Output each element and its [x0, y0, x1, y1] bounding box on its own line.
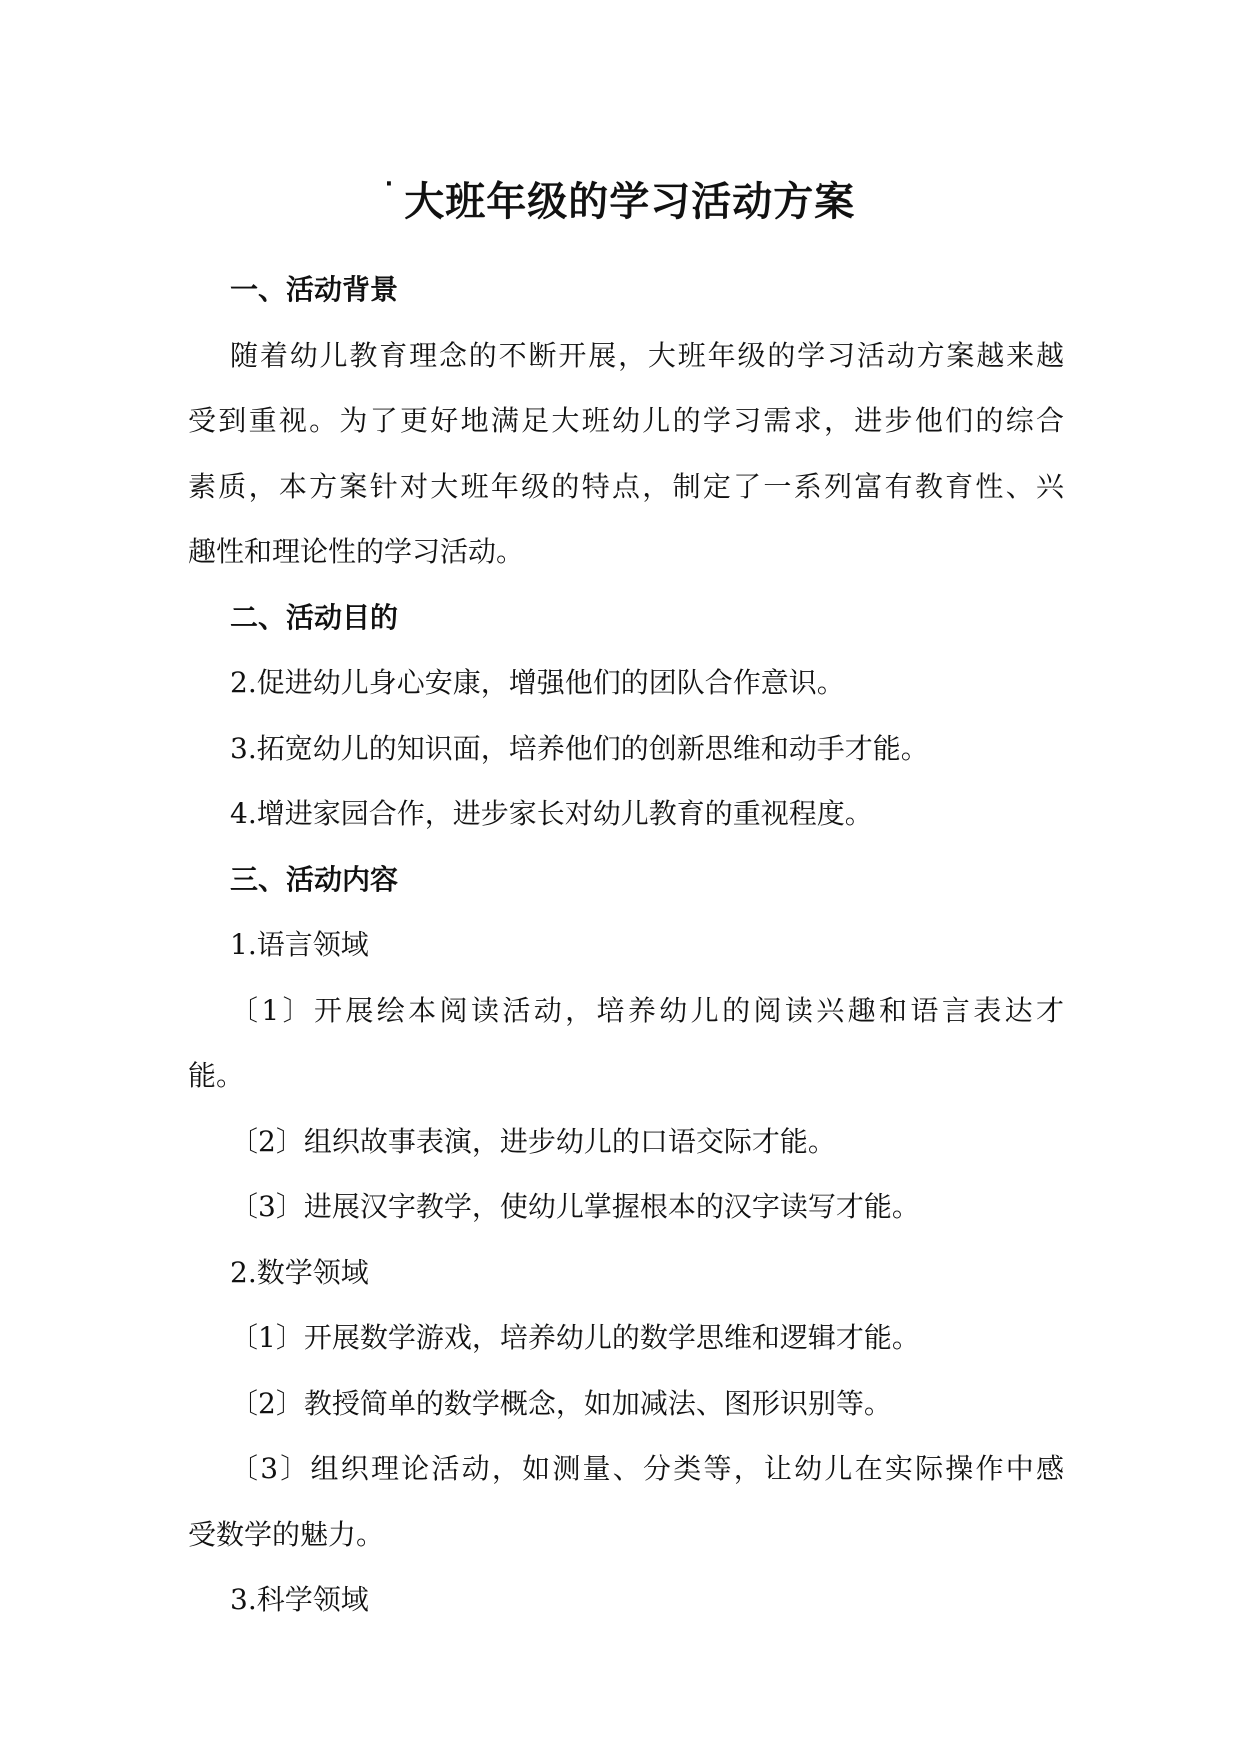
title-dot-mark: · — [384, 172, 394, 197]
paragraph-line: 受到重视。为了更好地满足大班幼儿的学习需求，进步他们的综合 — [188, 404, 1064, 437]
list-item: 〔2〕教授简单的数学概念，如加减法、图形识别等。 — [230, 1386, 892, 1420]
list-item: 〔2〕组织故事表演，进步幼儿的口语交际才能。 — [230, 1124, 836, 1158]
list-item: 3.拓宽幼儿的知识面，培养他们的创新思维和动手才能。 — [230, 731, 929, 765]
list-item-continuation: 受数学的魅力。 — [188, 1517, 385, 1551]
section-heading-purpose: 二、活动目的 — [230, 600, 399, 634]
list-item: 〔3〕组织理论活动，如测量、分类等，让幼儿在实际操作中感 — [230, 1452, 1064, 1485]
list-item: 〔3〕进展汉字教学，使幼儿掌握根本的汉字读写才能。 — [230, 1190, 920, 1223]
list-item: 〔1〕开展绘本阅读活动，培养幼儿的阅读兴趣和语言表达才 — [230, 993, 1064, 1027]
section-heading-content: 三、活动内容 — [230, 862, 399, 896]
paragraph-line: 素质，本方案针对大班年级的特点，制定了一系列富有教育性、兴 — [188, 469, 1064, 503]
section-heading-background: 一、活动背景 — [230, 273, 399, 306]
title-block — [0, 172, 1240, 226]
list-item: 2.促进幼儿身心安康，增强他们的团队合作意识。 — [230, 666, 845, 699]
paragraph-line: 趣性和理论性的学习活动。 — [188, 535, 525, 568]
list-item: 〔1〕开展数学游戏，培养幼儿的数学思维和逻辑才能。 — [230, 1321, 920, 1354]
subsection-label-language: 1.语言领域 — [230, 928, 369, 961]
paragraph-line: 随着幼儿教育理念的不断开展，大班年级的学习活动方案越来越 — [230, 338, 1064, 372]
list-item-continuation: 能。 — [188, 1059, 245, 1092]
document-body — [188, 257, 1068, 1633]
subsection-label-math: 2.数学领域 — [230, 1255, 369, 1289]
subsection-label-science: 3.科学领域 — [230, 1583, 369, 1616]
document-title: 大班年级的学习活动方案 — [404, 179, 856, 225]
list-item: 4.增进家园合作，进步家长对幼儿教育的重视程度。 — [230, 797, 873, 830]
